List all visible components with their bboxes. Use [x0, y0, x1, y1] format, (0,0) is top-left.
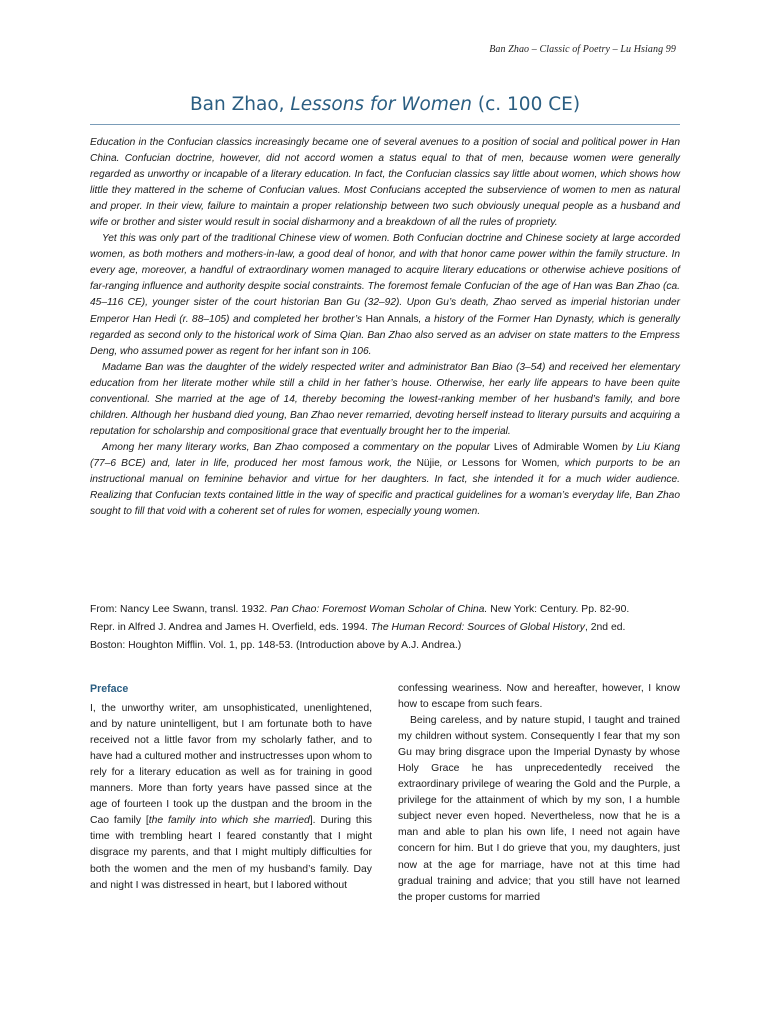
- preface-gloss: the family into which she married: [148, 815, 310, 827]
- intro-paragraph-2: [90, 231, 680, 359]
- column-right: [398, 681, 680, 906]
- work-title-han-annals: Han Annals: [365, 313, 419, 325]
- column-left: [90, 681, 372, 894]
- intro-paragraph-4: [90, 440, 680, 520]
- intro-paragraph-1: Education in the Confucian classics increasingly became one of several avenues to a position of social and political power in Han China. Confucian doctrine, however, did not accord women a status equal to that of men, because women were generally regarded as unworthy or incapable of a literary education. In fact, the Confucian classics say little about women, which shows how little they mattered in the scheme of Confucian values. Most Confucians accepted the subservience of women to men as natural and proper. In their view, failure to maintain a proper relationship between two such obviously unequal people as a husband and wife or brother and sister would result in social disharmony and a breakdown of all the rules of propriety.: [90, 137, 680, 229]
- intro-p4-text-d: , which purports to be an instructional manual on feminine behavior and virtue for her daughters. In fact, she intended it for a much wider audience. Realizing that Confucian texts contained little in the way of specific and practical guidelines for a woman’s everyday life, Ban Zhao sought to fill that void with a coherent set of rules for women, especially young women.: [90, 457, 681, 518]
- preface-text-a: I, the unworthy writer, am unsophisticated, unenlightened, and by nature unintelligent, but I am fortunate both to have received not a little favor from my scholarly father, and to have had a cultured mother and instructresses upon whom to rely for a literary education as well as for training in good manners. More than forty years have passed since at the age of fourteen I took up the dustpan and the broom in the Cao family [: [90, 703, 372, 827]
- citation-line-1: [90, 601, 690, 619]
- work-title-lessons: Lessons for Women: [461, 457, 557, 469]
- citation-2b: , 2nd ed.: [584, 622, 626, 633]
- intro-p4-text-c: , or: [439, 457, 462, 469]
- citation-2-title: The Human Record: Sources of Global History: [370, 622, 585, 633]
- intro-p2-text-b: , a history of the Former Han Dynasty, which is generally regarded as second only to the historical work of Sima Qian. Ban Zhao also served as an adviser on state matters to the Empress Deng, who assumed power as regent for her infant son in 106.: [90, 313, 680, 357]
- intro-paragraph-3: Madame Ban was the daughter of the widely respected writer and administrator Ban Biao (3–54) and received her elementary education from her literate mother while still a child in her father’s house. Otherwise, her early life appears to have been quite conventional. She married at the age of 14, thereby becoming the lowest-ranking member of her husband’s family, and bore children. Although her husband died young, Ban Zhao never remarried, devoting herself instead to literary pursuits and acquiring a reputation for scholarship and compositional grace that eventually brought her to the imperial.: [90, 361, 680, 437]
- preface-paragraph-2: Being careless, and by nature stupid, I taught and trained my children without system. Consequently I fear that my son Gu may bring disgrace upon the Imperial Dynasty by whose Holy Grace he has unprecedentedly received the extraordinary privilege of wearing the Gold and the Purple, a privilege for the attainment of which by my son, I a humble subject never even hoped. Nevertheless, now that he is a man and able to plan his own life, I need not again have concern for him. But I do grieve that you, my daughters, just now at the age for marriage, have not at this time had gradual training and advice; that you still have not learned the proper customs for married: [398, 715, 680, 903]
- intro-p2-text-a: Yet this was only part of the traditional Chinese view of women. Both Confucian doctrine and Chinese society at large accorded women, as both mothers and mothers-in-law, a good deal of honor, and with that honor came power within the family structure. In every age, moreover, a handful of extraordinary women managed to acquire literary educations or otherwise achieve positions of far-ranging influence and authority despite social constraints. The foremost female Confucian of the age of Han was Ban Zhao (ca. 45–116 CE), younger sister of the court historian Ban Gu (32–92). Upon Gu’s death, Zhao served as imperial historian under Emperor Han Hedi (r. 88–105) and completed her brother’s: [90, 233, 680, 325]
- title-prefix: Ban Zhao,: [189, 94, 291, 115]
- citation-1b: New York: Century. Pp. 82-90.: [487, 604, 630, 615]
- preface-paragraph-1: [90, 701, 372, 894]
- introduction: [90, 135, 680, 520]
- citation-2a: Repr. in Alfred J. Andrea and James H. Overfield, eds. 1994.: [90, 622, 371, 633]
- preface-continuation: confessing weariness. Now and hereafter, however, I know how to escape from such fears.: [398, 683, 680, 711]
- running-head: Ban Zhao – Classic of Poetry – Lu Hsiang 99: [489, 44, 676, 55]
- citation-1a: From: Nancy Lee Swann, transl. 1932.: [90, 604, 271, 615]
- work-title-nujie: Nüjie: [416, 457, 440, 469]
- work-title-lives: Lives of Admirable Women: [493, 441, 618, 453]
- section-heading-preface: Preface: [90, 683, 129, 695]
- intro-p4-text-b: by Liu Kiang (77–6 BCE) and, later in life, produced her most famous work, the: [90, 441, 680, 469]
- citation-1-title: Pan Chao: Foremost Woman Scholar of China.: [270, 604, 488, 615]
- citation-line-3: Boston: Houghton Mifflin. Vol. 1, pp. 148-53. (Introduction above by A.J. Andrea.): [90, 640, 462, 651]
- page-title: [90, 94, 680, 115]
- title-work: Lessons for Women: [290, 94, 472, 115]
- citation-line-2: [90, 619, 690, 637]
- title-rule: [90, 124, 680, 125]
- preface-text-b: ]. During this time with trembling heart I feared constantly that I might disgrace my parents, and that I might multiply difficulties for both the women and the men of my husband’s family. Day and night I was distressed in heart, but I labored without: [90, 815, 372, 891]
- source-citation: [90, 601, 690, 655]
- title-date: (c. 100 CE): [472, 94, 581, 115]
- intro-p4-text-a: Among her many literary works, Ban Zhao composed a commentary on the popular: [102, 441, 494, 453]
